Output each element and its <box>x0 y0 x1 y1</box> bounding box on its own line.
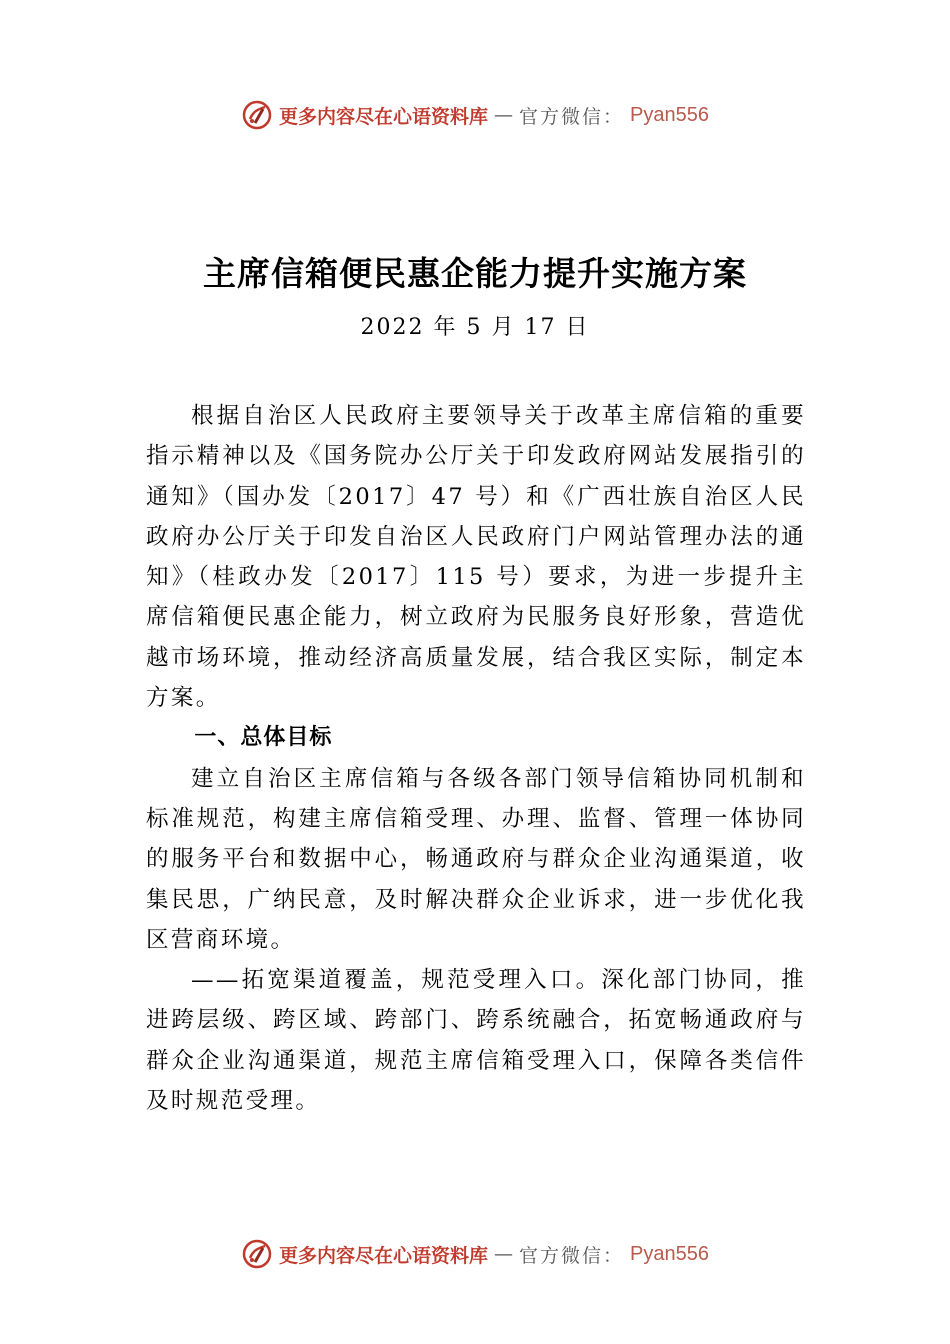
document-date: 2022 年 5 月 17 日 <box>360 315 590 340</box>
header-brand-text: 更多内容尽在心语资料库 <box>279 105 489 128</box>
section1-paragraph: 建立自治区主席信箱与各级各部门领导信箱协同机制和标准规范，构建主席信箱受理、办理、监督、管理一体协同的服务平台和数据中心，畅通政府与群众企业沟通渠道，收集民思，广纳民意，及时解决群众企业诉求，进一步优化我区营商环境。 <box>146 765 806 953</box>
header-wechat-label: 官方微信： <box>519 105 625 128</box>
section1-item-paragraph: ——拓宽渠道覆盖，规范受理入口。深化部门协同，推进跨层级、跨区域、跨部门、跨系统融合，拓宽畅通政府与群众企业沟通渠道，规范主席信箱受理入口，保障各类信件及时规范受理。 <box>146 967 806 1115</box>
intro-paragraph: 根据自治区人民政府主要领导关于改革主席信箱的重要指示精神以及《国务院办公厅关于印发政府网站发展指引的通知》（国办发〔2017〕47 号）和《广西壮族自治区人民政府办公厅关于印发自治区人民政府门户网站管理办法的通知》（桂政办发〔2017〕115 号）要求，为进一步提升主席信箱便民惠企能力，树立政府为民服务良好形象，营造优越市场环境，推动经济高质量发展，结合我区实际，制定本方案。 <box>146 403 806 712</box>
header-watermark-banner <box>0 95 950 135</box>
footer-dash: — <box>494 1243 514 1265</box>
footer-wechat-label: 官方微信： <box>519 1244 625 1267</box>
brand-logo-icon <box>241 99 273 131</box>
footer-wechat-id: Pyan556 <box>630 1242 709 1265</box>
document-title: 主席信箱便民惠企能力提升实施方案 <box>203 254 747 293</box>
section-heading-overall-goal: 一、总体目标 <box>194 725 333 751</box>
document-body <box>146 396 806 1121</box>
footer-watermark-banner <box>0 1234 950 1274</box>
footer-brand-text: 更多内容尽在心语资料库 <box>279 1244 489 1267</box>
header-dash: — <box>494 104 514 126</box>
brand-logo-icon <box>241 1238 273 1270</box>
header-wechat-id: Pyan556 <box>630 103 709 126</box>
